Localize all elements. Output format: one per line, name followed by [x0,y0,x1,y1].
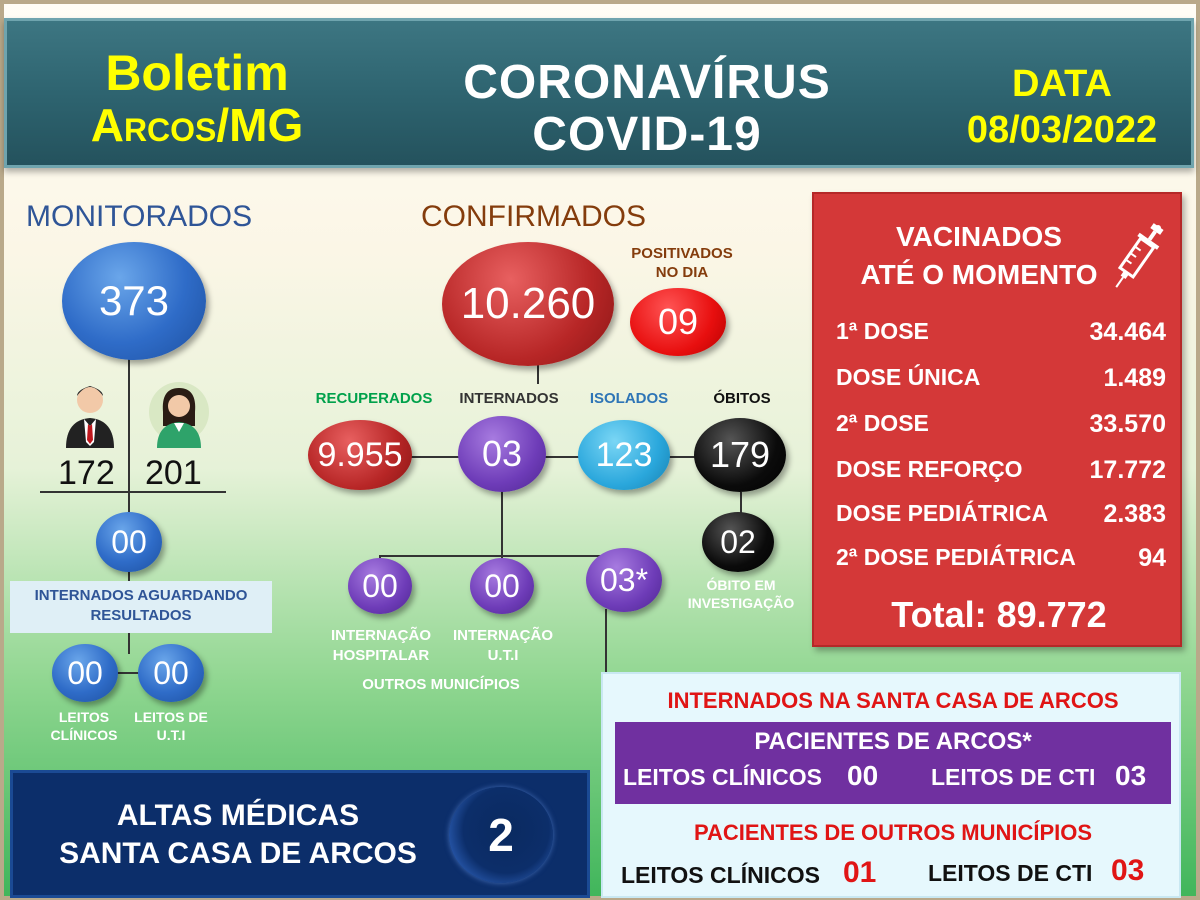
vac-row-1a-dose: 1ª DOSE 34.464 [836,318,1166,346]
isolados-label: ISOLADOS [589,390,669,407]
vac-row-2a-dose-pediatrica: 2ª DOSE PEDIÁTRICA 94 [836,544,1166,572]
vacinados-total: Total: 89.772 [891,594,1107,635]
outros-municipios-value: 03* [599,561,649,598]
recuperados-circle [308,420,412,490]
altas-value-circle [449,787,553,883]
vacinados-title [834,218,1124,294]
date-value: 08/03/2022 [966,109,1158,151]
internacao-uti-circle [470,558,534,614]
coronavirus-title: CORONAVÍRUS [463,56,831,109]
leitos-uti-circle [138,644,204,702]
leitos-clinicos-label: LEITOS CLÍNICOS [50,709,118,743]
outros-municipios-label: OUTROS MUNICÍPIOS [362,676,520,693]
outros-cti-label: LEITOS DE CTI [928,860,1093,886]
city-title: Arcos/MG [90,99,304,151]
altas-line1: ALTAS MÉDICAS [116,799,360,832]
pacientes-arcos-title: PACIENTES DE ARCOS* [754,728,1032,755]
internacao-hospitalar-value: 00 [362,567,398,604]
obitos-value: 179 [709,434,771,475]
confirmados-total-circle [442,242,614,366]
internacao-hospitalar-label: INTERNAÇÃO HOSPITALAR [331,627,431,664]
arcos-clinicos-value: 00 [847,760,879,791]
isolados-circle [578,420,670,490]
isolados-value: 123 [595,435,653,474]
aguardando-label: INTERNADOS AGUARDANDO RESULTADOS [10,581,272,633]
syringe-icon [1110,218,1166,294]
obitos-label: ÓBITOS [713,390,771,407]
santa-casa-panel [601,672,1181,898]
altas-line2: SANTA CASA DE ARCOS [59,837,417,870]
vac-row-dose-pediatrica: DOSE PEDIÁTRICA 2.383 [836,500,1166,528]
altas-value: 2 [488,809,514,861]
leitos-uti-label: LEITOS DE U.T.I [134,709,208,743]
obitos-vline [740,492,742,514]
positivados-circle [630,288,726,356]
male-avatar-icon [62,382,118,448]
boletim-title: Boletim [105,45,289,101]
aguardando-circle [96,512,162,572]
outros-clinicos-value: 01 [843,856,877,889]
leitos-clinicos-value: 00 [67,654,103,691]
arcos-cti-value: 03 [1115,760,1147,791]
confirmados-title: CONFIRMADOS [421,200,646,233]
vacinados-title-line2: ATÉ O MOMENTO [860,259,1098,290]
internacao-uti-label: INTERNAÇÃO U.T.I [453,627,553,664]
covid-title: COVID-19 [532,108,762,161]
obito-investigacao-circle [702,512,774,572]
vac-row-2a-dose: 2ª DOSE 33.570 [836,410,1166,438]
internados-label: INTERNADOS [459,390,559,407]
monitorados-total: 373 [98,277,170,324]
santa-casa-title: INTERNADOS NA SANTA CASA DE ARCOS [667,688,1119,713]
obito-investigacao-label: ÓBITO EM INVESTIGAÇÃO [687,577,795,611]
positivados-label: POSITIVADOS NO DIA [631,245,733,281]
vacinados-title-line1: VACINADOS [896,221,1062,252]
internacao-uti-value: 00 [484,567,520,604]
monitorados-total-circle [62,242,206,360]
date-label: DATA [1012,63,1112,105]
arcos-cti-label: LEITOS DE CTI [931,764,1096,790]
altas-title [33,797,443,873]
outros-cti-value: 03 [1111,854,1145,887]
vac-row-dose-reforco: DOSE REFORÇO 17.772 [836,456,1166,484]
header-date [942,61,1182,153]
female-count: 201 [145,454,202,492]
confirmados-total: 10.260 [460,279,596,328]
pacientes-outros-title: PACIENTES DE OUTROS MUNICÍPIOS [693,820,1093,845]
obitos-circle [694,418,786,492]
internados-circle [458,416,546,492]
vacinados-panel [812,192,1182,647]
outros-municipios-circle [586,548,662,612]
vac-row-dose-unica: DOSE ÚNICA 1.489 [836,364,1166,392]
positivados-value: 09 [657,301,699,342]
monitorados-title: MONITORADOS [26,200,253,233]
female-avatar-icon [149,382,209,448]
altas-medicas-panel [10,770,590,898]
leitos-uti-value: 00 [153,654,189,691]
male-count: 172 [58,454,115,492]
aguardando-value: 00 [111,523,147,560]
header-left [67,47,327,151]
outros-clinicos-label: LEITOS CLÍNICOS [621,862,820,888]
pacientes-arcos-panel [615,722,1171,804]
internacao-hospitalar-circle [348,558,412,614]
internados-value: 03 [481,433,523,474]
recuperados-value: 9.955 [317,435,403,474]
arcos-clinicos-label: LEITOS CLÍNICOS [623,764,822,790]
header-banner [4,18,1194,168]
header-center [417,57,877,161]
obito-investigacao-value: 02 [720,523,756,560]
recuperados-label: RECUPERADOS [315,390,433,407]
leitos-clinicos-circle [52,644,118,702]
